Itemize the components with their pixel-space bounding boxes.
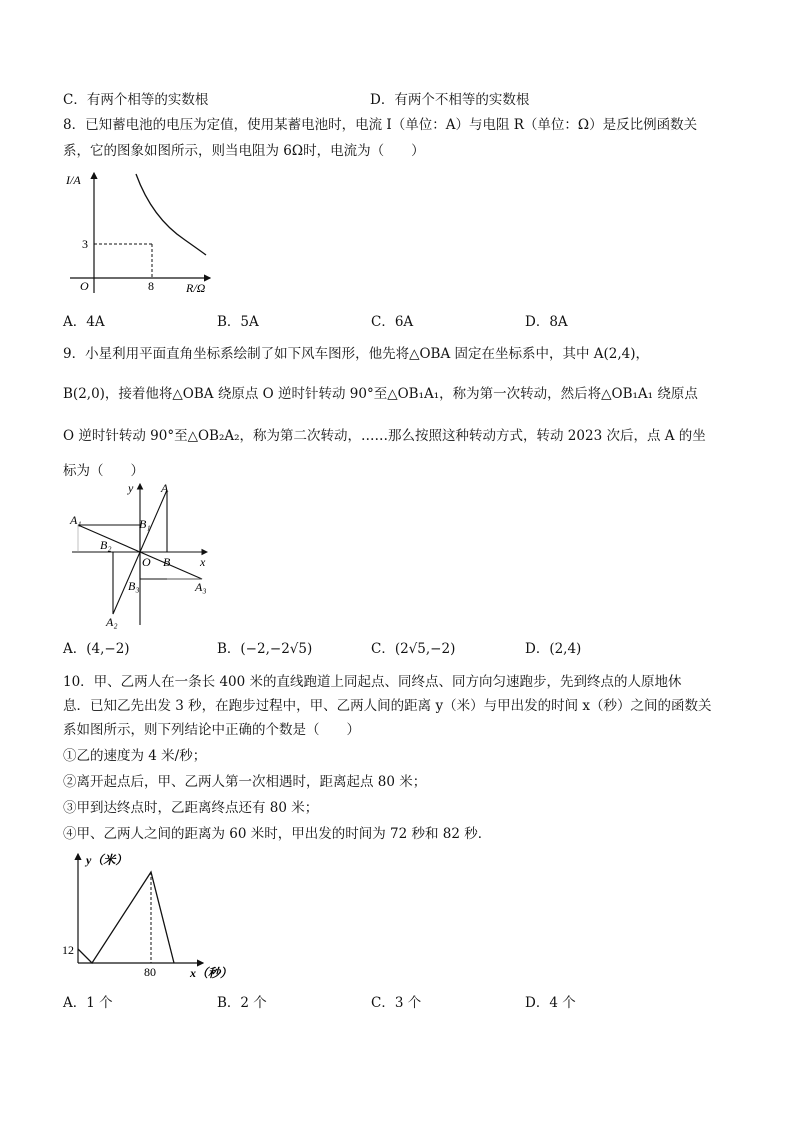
q9-windmill-graph bbox=[62, 480, 222, 630]
q9-stem-line1: 9．小星利用平面直角坐标系绘制了如下风车图形，他先将△OBA 固定在坐标系中，其中 A(2,4)， bbox=[63, 346, 650, 362]
q8-y-tick: 3 bbox=[82, 237, 88, 251]
q9-option-a: A．(4,−2) bbox=[63, 641, 130, 657]
q9-label-b2: B₂ bbox=[100, 538, 112, 552]
q8-option-b: B．5A bbox=[217, 314, 259, 330]
q10-stem-line1: 10．甲、乙两人在一条长 400 米的直线跑道上同起点、同终点、同方向匀速跑步，先到终点的人原地休 bbox=[63, 674, 682, 690]
q9-stem-line3: O 逆时针转动 90°至△OB₂A₂，称为第二次转动，……那么按照这种转动方式，转动 2023 次后，点 A 的坐 bbox=[63, 428, 706, 444]
q9-option-d: D．(2,4) bbox=[525, 641, 582, 657]
q8-option-c: C．6A bbox=[371, 314, 414, 330]
q8-hyperbola bbox=[136, 174, 206, 255]
q10-option-d: D．4 个 bbox=[525, 995, 576, 1011]
q10-x-label: x（秒） bbox=[190, 966, 233, 980]
q8-x-label: R/Ω bbox=[186, 281, 206, 295]
q10-y-tick: 12 bbox=[62, 943, 74, 957]
q9-label-b: B bbox=[163, 555, 171, 569]
q10-y-label: y（米） bbox=[86, 853, 128, 867]
q8-graph bbox=[60, 168, 220, 298]
q10-statement-3: ③甲到达终点时，乙距离终点还有 80 米； bbox=[63, 800, 319, 816]
q9-option-c: C．(2√5,−2) bbox=[371, 641, 456, 657]
q10-x-tick: 80 bbox=[144, 965, 156, 979]
q9-label-a: A bbox=[161, 481, 169, 495]
q10-statement-2: ②离开起点后，甲、乙两人第一次相遇时，距离起点 80 米； bbox=[63, 774, 427, 790]
q10-graph bbox=[58, 848, 248, 983]
q8-y-label: I/A bbox=[66, 173, 81, 187]
q8-x-tick: 8 bbox=[148, 279, 154, 293]
q9-label-o: O bbox=[142, 555, 151, 569]
q7-option-d: D．有两个不相等的实数根 bbox=[370, 92, 530, 108]
q10-option-b: B．2 个 bbox=[217, 995, 267, 1011]
q9-label-a1: A₁ bbox=[70, 513, 82, 527]
q10-statement-4: ④甲、乙两人之间的距离为 60 米时，甲出发的时间为 72 秒和 82 秒． bbox=[63, 826, 492, 842]
q8-stem-line1: 8．已知蓄电池的电压为定值，使用某蓄电池时，电流 I（单位：A）与电阻 R（单位：Ω）是反比例函数关 bbox=[63, 117, 698, 133]
q10-option-a: A．1 个 bbox=[63, 995, 113, 1011]
q10-distance-line bbox=[78, 872, 174, 963]
q10-option-c: C．3 个 bbox=[371, 995, 422, 1011]
q9-stem-line4: 标为（ ） bbox=[63, 463, 144, 479]
q7-option-c: C．有两个相等的实数根 bbox=[63, 92, 209, 108]
q9-label-b3: B₃ bbox=[128, 579, 140, 593]
q9-label-y: y bbox=[128, 481, 134, 495]
q9-label-a3: A₃ bbox=[195, 580, 207, 594]
q9-label-x: x bbox=[200, 555, 206, 569]
q8-option-a: A．4A bbox=[63, 314, 105, 330]
q9-label-b1: B₁ bbox=[139, 517, 151, 531]
q10-stem-line2: 息．已知乙先出发 3 秒，在跑步过程中，甲、乙两人间的距离 y（米）与甲出发的时间 x（秒）之间的函数关 bbox=[63, 698, 712, 714]
q8-stem-line2: 系，它的图象如图所示，则当电阻为 6Ω时，电流为（ ） bbox=[63, 143, 425, 159]
q9-label-a2: A₂ bbox=[106, 615, 118, 629]
q10-stem-line3: 系如图所示，则下列结论中正确的个数是（ ） bbox=[63, 722, 360, 738]
q9-option-b: B．(−2,−2√5) bbox=[217, 641, 313, 657]
q9-stem-line2: B(2,0)，接着他将△OBA 绕原点 O 逆时针转动 90°至△OB₁A₁，称为第一次转动，然后将△OB₁A₁ 绕原点 bbox=[63, 386, 698, 402]
q8-origin: O bbox=[80, 279, 89, 293]
q8-option-d: D．8A bbox=[525, 314, 568, 330]
q10-statement-1: ①乙的速度为 4 米/秒； bbox=[63, 748, 207, 764]
